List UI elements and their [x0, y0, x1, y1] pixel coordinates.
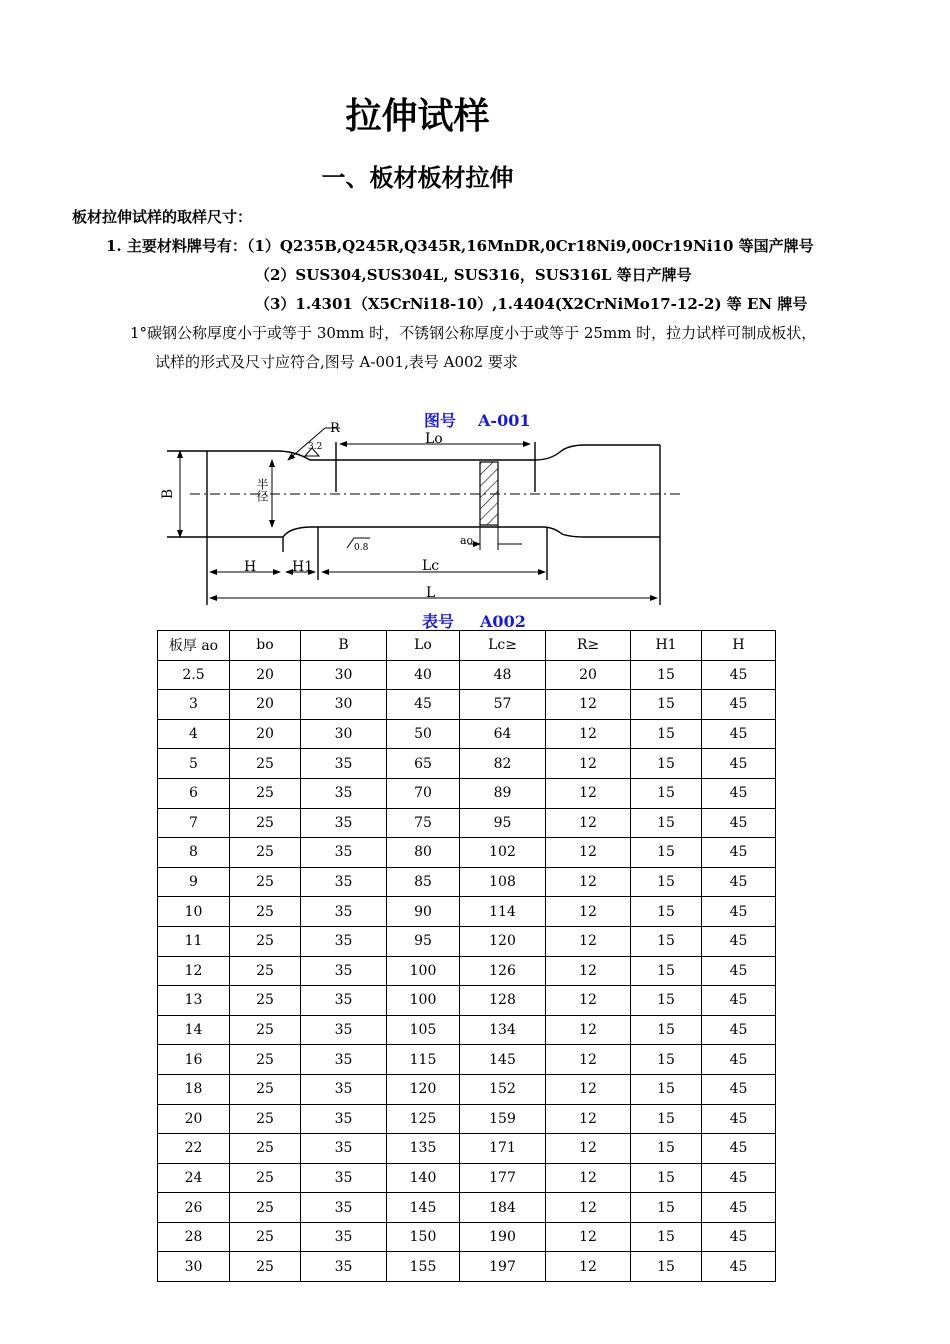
- table-cell: 35: [301, 926, 387, 956]
- table-cell: 7: [158, 808, 230, 838]
- table-cell: 30: [301, 660, 387, 690]
- table-cell: 12: [546, 1252, 631, 1282]
- table-cell: 45: [702, 926, 776, 956]
- table-cell: 120: [460, 926, 546, 956]
- table-cell: 90: [387, 897, 460, 927]
- table-row: [158, 956, 776, 986]
- table-cell: 197: [460, 1252, 546, 1282]
- table-cell: 25: [230, 867, 301, 897]
- table-cell: 25: [230, 926, 301, 956]
- table-cell: 16: [158, 1045, 230, 1075]
- table-cell: 35: [301, 1252, 387, 1282]
- table-cell: 9: [158, 867, 230, 897]
- table-cell: 6: [158, 778, 230, 808]
- table-cell: 89: [460, 778, 546, 808]
- table-row: [158, 808, 776, 838]
- table-cell: 35: [301, 749, 387, 779]
- table-cell: 25: [230, 956, 301, 986]
- table-cell: 145: [387, 1193, 460, 1223]
- table-cell: 15: [631, 749, 702, 779]
- figure-caption-id: A-001: [478, 411, 531, 430]
- table-cell: 12: [546, 1074, 631, 1104]
- table-cell: 28: [158, 1222, 230, 1252]
- table-cell: 45: [702, 838, 776, 868]
- table-cell: 35: [301, 1134, 387, 1164]
- table-cell: 35: [301, 1163, 387, 1193]
- specimen-top-edge: [167, 445, 660, 460]
- table-row: [158, 1134, 776, 1164]
- table-cell: 150: [387, 1222, 460, 1252]
- table-cell: 15: [631, 1045, 702, 1075]
- table-cell: 4: [158, 719, 230, 749]
- table-cell: 15: [631, 1074, 702, 1104]
- table-cell: 45: [702, 897, 776, 927]
- table-cell: 15: [631, 1134, 702, 1164]
- table-cell: 12: [546, 749, 631, 779]
- table-cell: 35: [301, 808, 387, 838]
- table-row: [158, 660, 776, 690]
- table-cell: 20: [546, 660, 631, 690]
- table-cell: 15: [631, 719, 702, 749]
- table-cell: 45: [702, 1193, 776, 1223]
- label-half-width: 半径: [255, 478, 269, 502]
- table-cell: 15: [631, 867, 702, 897]
- table-cell: 15: [631, 1015, 702, 1045]
- table-cell: 152: [460, 1074, 546, 1104]
- requirement-paragraph-line-1: 1°碳钢公称厚度小于或等于 30mm 时，不锈钢公称厚度小于或等于 25mm 时，拉力试样可制成板状，: [130, 324, 817, 342]
- table-row: [158, 1252, 776, 1282]
- table-cell: 12: [158, 956, 230, 986]
- table-cell: 12: [546, 778, 631, 808]
- table-cell: 75: [387, 808, 460, 838]
- table-cell: 135: [387, 1134, 460, 1164]
- label-L: L: [426, 585, 436, 601]
- materials-line-1: 1. 主要材料牌号有：（1）Q235B,Q245R,Q345R,16MnDR,0Cr18Ni9,00Cr19Ni10 等国产牌号: [106, 237, 814, 255]
- table-cell: 190: [460, 1222, 546, 1252]
- table-row: [158, 1104, 776, 1134]
- dimension-table: [157, 630, 776, 1282]
- table-cell: 45: [702, 690, 776, 720]
- table-cell: 35: [301, 778, 387, 808]
- table-cell: 177: [460, 1163, 546, 1193]
- table-cell: 125: [387, 1104, 460, 1134]
- table-cell: 12: [546, 926, 631, 956]
- table-cell: 15: [631, 808, 702, 838]
- table-cell: 15: [631, 690, 702, 720]
- table-cell: 25: [230, 1074, 301, 1104]
- table-cell: 12: [546, 897, 631, 927]
- table-row: [158, 1074, 776, 1104]
- table-cell: 35: [301, 1074, 387, 1104]
- header-B: B: [301, 631, 387, 661]
- specimen-bottom-edge: [167, 527, 660, 537]
- table-cell: 15: [631, 986, 702, 1016]
- table-cell: 12: [546, 808, 631, 838]
- header-Lc: Lc≥: [460, 631, 546, 661]
- table-cell: 45: [702, 867, 776, 897]
- cross-section-hatch: [480, 462, 498, 525]
- table-cell: 3: [158, 690, 230, 720]
- table-cell: 45: [702, 1045, 776, 1075]
- table-cell: 12: [546, 986, 631, 1016]
- table-cell: 18: [158, 1074, 230, 1104]
- table-cell: 5: [158, 749, 230, 779]
- table-cell: 105: [387, 1015, 460, 1045]
- table-cell: 70: [387, 778, 460, 808]
- table-cell: 120: [387, 1074, 460, 1104]
- table-cell: 25: [230, 808, 301, 838]
- table-cell: 35: [301, 1222, 387, 1252]
- table-cell: 25: [230, 897, 301, 927]
- table-cell: 15: [631, 1163, 702, 1193]
- label-roughness-top: 3.2: [308, 442, 323, 452]
- table-cell: 45: [702, 1222, 776, 1252]
- table-cell: 184: [460, 1193, 546, 1223]
- table-cell: 35: [301, 956, 387, 986]
- table-cell: 115: [387, 1045, 460, 1075]
- table-cell: 25: [230, 1222, 301, 1252]
- table-row: [158, 778, 776, 808]
- table-cell: 171: [460, 1134, 546, 1164]
- table-cell: 50: [387, 719, 460, 749]
- table-cell: 100: [387, 986, 460, 1016]
- table-cell: 45: [702, 986, 776, 1016]
- table-row: [158, 1015, 776, 1045]
- materials-line-3: （3）1.4301（X5CrNi18-10）,1.4404(X2CrNiMo17-12-2) 等 EN 牌号: [255, 295, 808, 313]
- table-cell: 64: [460, 719, 546, 749]
- table-cell: 25: [230, 1252, 301, 1282]
- table-cell: 12: [546, 956, 631, 986]
- table-cell: 25: [230, 1193, 301, 1223]
- table-cell: 35: [301, 1104, 387, 1134]
- label-ao: ao: [460, 534, 474, 547]
- table-row: [158, 838, 776, 868]
- page-title: 拉伸试样: [345, 96, 490, 137]
- table-cell: 35: [301, 1045, 387, 1075]
- table-cell: 25: [230, 838, 301, 868]
- table-row: [158, 1193, 776, 1223]
- table-cell: 45: [702, 749, 776, 779]
- table-cell: 25: [230, 1163, 301, 1193]
- table-cell: 20: [230, 660, 301, 690]
- label-Lc: Lc: [422, 558, 440, 574]
- table-cell: 95: [460, 808, 546, 838]
- table-cell: 15: [631, 1193, 702, 1223]
- table-cell: 128: [460, 986, 546, 1016]
- table-cell: 45: [702, 1134, 776, 1164]
- table-cell: 45: [702, 778, 776, 808]
- table-cell: 25: [230, 1134, 301, 1164]
- table-cell: 45: [702, 660, 776, 690]
- figure-caption-label: 图号: [424, 411, 457, 430]
- table-cell: 126: [460, 956, 546, 986]
- materials-line-2: （2）SUS304,SUS304L, SUS316，SUS316L 等日产牌号: [255, 266, 692, 284]
- table-cell: 95: [387, 926, 460, 956]
- table-cell: 12: [546, 838, 631, 868]
- table-cell: 140: [387, 1163, 460, 1193]
- table-row: [158, 719, 776, 749]
- table-cell: 26: [158, 1193, 230, 1223]
- table-cell: 15: [631, 926, 702, 956]
- table-cell: 35: [301, 897, 387, 927]
- table-row: [158, 926, 776, 956]
- table-cell: 35: [301, 1015, 387, 1045]
- table-cell: 20: [230, 690, 301, 720]
- specimen-diagram: [150, 420, 690, 610]
- table-cell: 45: [702, 1104, 776, 1134]
- header-R: R≥: [546, 631, 631, 661]
- table-cell: 12: [546, 1015, 631, 1045]
- table-cell: 35: [301, 986, 387, 1016]
- table-cell: 25: [230, 986, 301, 1016]
- table-cell: 45: [702, 1074, 776, 1104]
- header-bo: bo: [230, 631, 301, 661]
- table-cell: 15: [631, 1104, 702, 1134]
- table-cell: 11: [158, 926, 230, 956]
- table-row: [158, 1222, 776, 1252]
- table-cell: 15: [631, 1252, 702, 1282]
- table-cell: 102: [460, 838, 546, 868]
- table-cell: 80: [387, 838, 460, 868]
- table-cell: 35: [301, 867, 387, 897]
- table-caption-label: 表号: [422, 612, 455, 631]
- table-cell: 134: [460, 1015, 546, 1045]
- table-cell: 45: [702, 1163, 776, 1193]
- label-roughness-bottom: 0.8: [354, 543, 369, 553]
- table-cell: 20: [158, 1104, 230, 1134]
- table-cell: 100: [387, 956, 460, 986]
- table-cell: 15: [631, 660, 702, 690]
- table-row: [158, 897, 776, 927]
- table-cell: 15: [631, 838, 702, 868]
- section-title: 一、板材板材拉伸: [321, 164, 514, 192]
- table-cell: 12: [546, 1193, 631, 1223]
- label-Lo: Lo: [425, 431, 443, 447]
- table-cell: 25: [230, 749, 301, 779]
- table-cell: 15: [631, 778, 702, 808]
- label-R: R: [330, 421, 340, 436]
- table-cell: 85: [387, 867, 460, 897]
- table-cell: 10: [158, 897, 230, 927]
- sampling-heading: 板材拉伸试样的取样尺寸：: [72, 208, 253, 226]
- table-cell: 25: [230, 1045, 301, 1075]
- table-cell: 12: [546, 1104, 631, 1134]
- table-cell: 45: [387, 690, 460, 720]
- table-cell: 30: [158, 1252, 230, 1282]
- label-H: H: [244, 559, 257, 575]
- table-caption-id: A002: [480, 612, 526, 631]
- table-cell: 45: [702, 719, 776, 749]
- table-cell: 114: [460, 897, 546, 927]
- table-cell: 155: [387, 1252, 460, 1282]
- table-row: [158, 690, 776, 720]
- table-cell: 14: [158, 1015, 230, 1045]
- table-cell: 25: [230, 1104, 301, 1134]
- label-H1: H1: [292, 559, 314, 575]
- table-cell: 12: [546, 867, 631, 897]
- header-Lo: Lo: [387, 631, 460, 661]
- table-cell: 30: [301, 690, 387, 720]
- table-cell: 65: [387, 749, 460, 779]
- table-cell: 12: [546, 1222, 631, 1252]
- table-cell: 145: [460, 1045, 546, 1075]
- table-cell: 48: [460, 660, 546, 690]
- table-cell: 159: [460, 1104, 546, 1134]
- label-B: B: [160, 488, 176, 500]
- table-cell: 35: [301, 1193, 387, 1223]
- table-cell: 45: [702, 1015, 776, 1045]
- header-H: H: [702, 631, 776, 661]
- table-header-row: [158, 631, 776, 661]
- table-cell: 12: [546, 1134, 631, 1164]
- table-cell: 13: [158, 986, 230, 1016]
- table-cell: 45: [702, 956, 776, 986]
- table-cell: 20: [230, 719, 301, 749]
- table-cell: 22: [158, 1134, 230, 1164]
- table-cell: 24: [158, 1163, 230, 1193]
- table-cell: 12: [546, 1163, 631, 1193]
- header-H1: H1: [631, 631, 702, 661]
- table-cell: 12: [546, 690, 631, 720]
- table-row: [158, 1163, 776, 1193]
- table-row: [158, 986, 776, 1016]
- table-cell: 25: [230, 1015, 301, 1045]
- table-row: [158, 749, 776, 779]
- table-caption: [422, 609, 526, 632]
- header-thickness: 板厚 ao: [158, 631, 230, 661]
- table-cell: 15: [631, 897, 702, 927]
- table-cell: 40: [387, 660, 460, 690]
- table-cell: 8: [158, 838, 230, 868]
- table-cell: 45: [702, 808, 776, 838]
- table-cell: 30: [301, 719, 387, 749]
- table-row: [158, 867, 776, 897]
- table-cell: 108: [460, 867, 546, 897]
- table-cell: 15: [631, 956, 702, 986]
- table-cell: 2.5: [158, 660, 230, 690]
- requirement-paragraph-line-2: 试样的形式及尺寸应符合,图号 A-001,表号 A002 要求: [155, 353, 518, 371]
- table-cell: 12: [546, 1045, 631, 1075]
- table-cell: 25: [230, 778, 301, 808]
- table-cell: 82: [460, 749, 546, 779]
- table-cell: 35: [301, 838, 387, 868]
- table-cell: 12: [546, 719, 631, 749]
- table-row: [158, 1045, 776, 1075]
- table-cell: 15: [631, 1222, 702, 1252]
- table-cell: 57: [460, 690, 546, 720]
- table-cell: 45: [702, 1252, 776, 1282]
